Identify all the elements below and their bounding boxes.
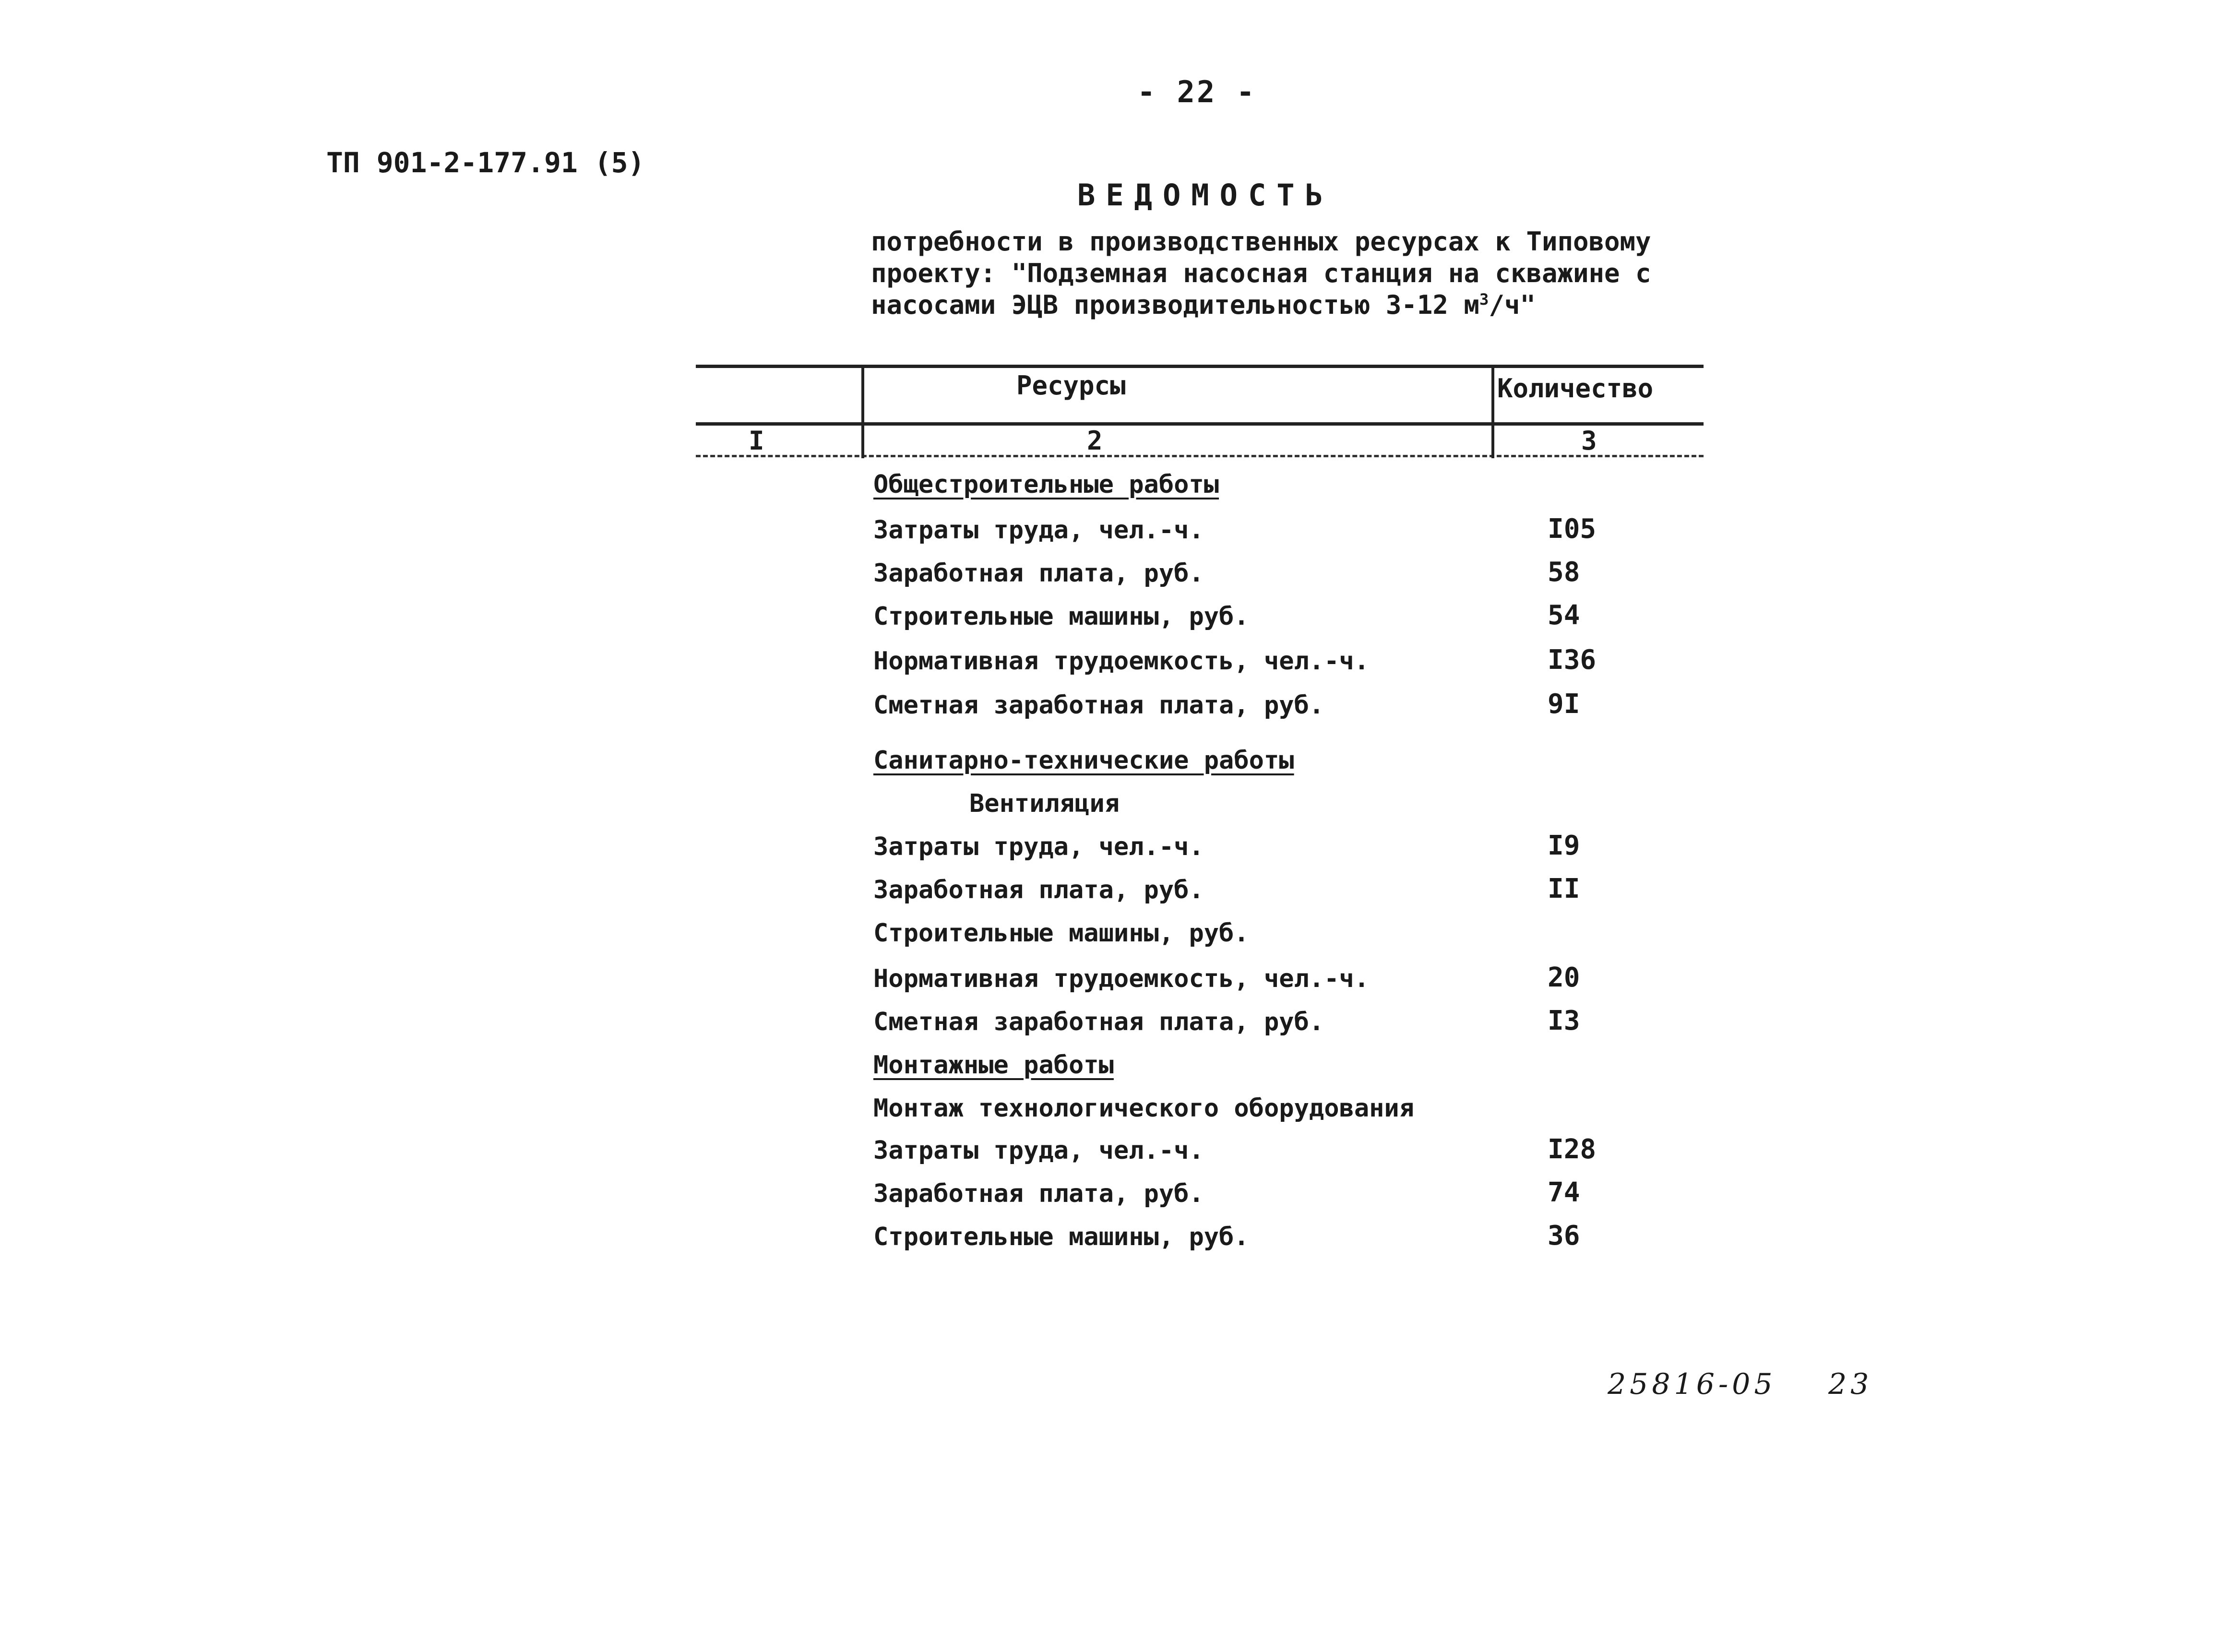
row-value: 58 — [1548, 557, 1580, 588]
row-value: I36 — [1548, 644, 1597, 676]
subtitle-superscript: 3 — [1479, 290, 1489, 309]
row-value: I05 — [1548, 513, 1597, 545]
subsection-heading-equipment: Монтаж технологического оборудования — [873, 1094, 1415, 1123]
row-label: Нормативная трудоемкость, чел.-ч. — [873, 647, 1370, 676]
row-label: Заработная плата, руб. — [873, 1179, 1204, 1208]
row-label: Сметная заработная плата, руб. — [873, 691, 1324, 720]
page-number: - 22 - — [1137, 74, 1256, 109]
row-label: Строительные машины, руб. — [873, 1223, 1249, 1251]
header-quantity: Количество — [1497, 373, 1654, 404]
section-heading-installation: Монтажные работы — [873, 1051, 1114, 1080]
header-resources: Ресурсы — [1016, 370, 1126, 401]
inventory-number: 25816-05 — [1608, 1367, 1776, 1401]
row-label: Затраты труда, чел.-ч. — [873, 832, 1204, 861]
subtitle-line-2: проекту: "Подземная насосная станция на скважине с — [871, 258, 1651, 288]
table-column-number-rule — [696, 455, 1704, 457]
row-label: Затраты труда, чел.-ч. — [873, 516, 1204, 545]
section-heading-sanitary: Санитарно-технические работы — [873, 746, 1294, 775]
row-value: 54 — [1548, 600, 1580, 631]
column-number-1: I — [749, 426, 764, 456]
subtitle-line-1: потребности в производственных ресурсах к Типовому — [871, 226, 1651, 257]
column-number-3: 3 — [1581, 426, 1597, 456]
row-label: Нормативная трудоемкость, чел.-ч. — [873, 964, 1370, 993]
row-label: Сметная заработная плата, руб. — [873, 1008, 1324, 1036]
row-label: Затраты труда, чел.-ч. — [873, 1136, 1204, 1165]
document-code: ТП 901-2-177.91 (5) — [326, 146, 645, 179]
subtitle-line-3-tail: /ч" — [1489, 290, 1536, 320]
section-heading-general: Общестроительные работы — [873, 470, 1219, 499]
row-value: I3 — [1548, 1005, 1580, 1036]
row-value: I28 — [1548, 1134, 1597, 1165]
subsection-heading-ventilation: Вентиляция — [969, 789, 1120, 818]
row-value: I9 — [1548, 830, 1580, 861]
subtitle-line-3-text: насосами ЭЦВ производительностью 3-12 м — [871, 290, 1479, 320]
document-title: ВЕДОМОСТЬ — [1077, 178, 1334, 213]
row-label: Заработная плата, руб. — [873, 876, 1204, 904]
table-top-rule — [696, 365, 1704, 368]
table-header-rule — [696, 422, 1704, 426]
table-divider-2 — [1491, 365, 1494, 458]
row-value: 36 — [1548, 1220, 1580, 1251]
row-value: 9I — [1548, 689, 1580, 720]
table-divider-1 — [861, 365, 864, 458]
row-label: Заработная плата, руб. — [873, 559, 1204, 588]
row-value: II — [1548, 873, 1580, 904]
sheet-number: 23 — [1828, 1367, 1873, 1401]
row-label: Строительные машины, руб. — [873, 602, 1249, 631]
subtitle-line-3 — [871, 290, 1536, 320]
row-label: Строительные машины, руб. — [873, 919, 1249, 948]
row-value: 20 — [1548, 962, 1580, 993]
column-number-2: 2 — [1087, 426, 1103, 456]
row-value: 74 — [1548, 1177, 1580, 1208]
